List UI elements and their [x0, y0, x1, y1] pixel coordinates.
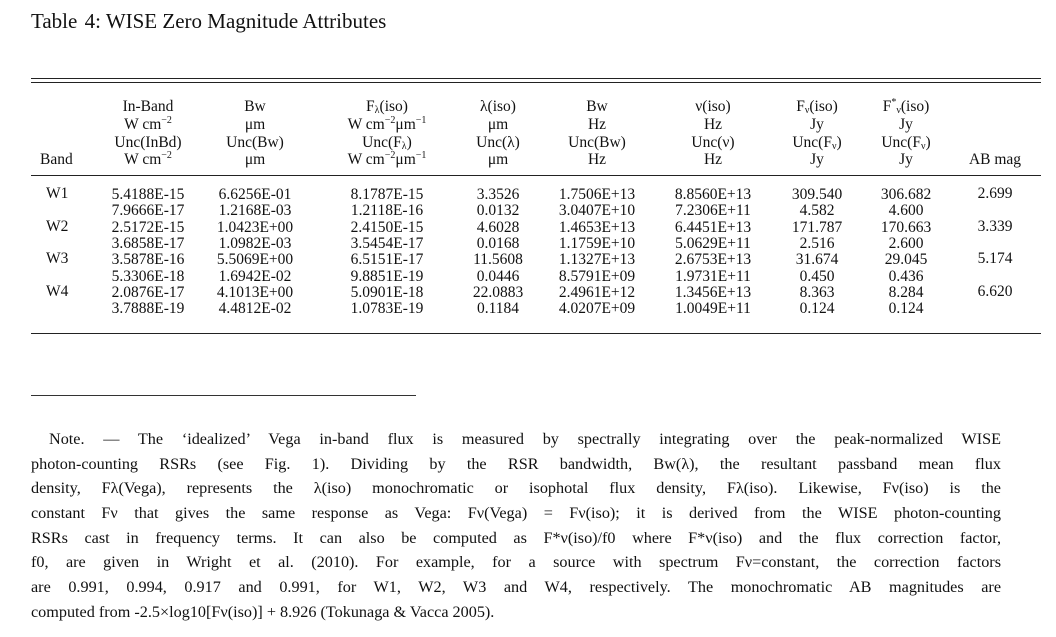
table-cell-unc: 0.1184 [476, 300, 520, 318]
table-cell: 22.0883 [472, 283, 524, 301]
header-text: ν(iso) [695, 98, 731, 115]
table-cell-unc: 0.450 [799, 267, 835, 285]
footnote-rule [31, 395, 416, 396]
header-text: Jy [899, 151, 913, 169]
header-col-2-line-1 [195, 98, 315, 116]
header-text: Hz [587, 115, 607, 133]
header-text: Hz [703, 115, 723, 133]
table-cell-unc: 3.0407E+10 [558, 202, 636, 220]
header-text: W cm [347, 115, 385, 133]
table-cell: 8.284 [888, 283, 924, 301]
header-col-2-line-2 [195, 116, 315, 134]
table-cell-unc: 9.8851E-19 [350, 267, 424, 285]
table-cell-unc: 1.0982E-03 [218, 234, 292, 252]
header-text: Unc(ν) [691, 133, 735, 151]
table-cell: 171.787 [791, 218, 843, 236]
header-col-6-line-4 [648, 151, 778, 169]
table-cell-unc: 8.5791E+09 [558, 267, 636, 285]
table-cell-unc: 4.4812E-02 [218, 300, 292, 318]
table-cell-unc: 5.0629E+11 [675, 234, 751, 252]
header-col-5-line-4 [532, 151, 662, 169]
note-line-6: f0, are given in Wright et al. (2010). For example, for a source with spectrum Fν=constant, the correction factors [31, 553, 1001, 572]
header-text: Jy [810, 115, 824, 133]
header-text: W cm [124, 115, 162, 133]
table-cell-unc: 0.0132 [476, 202, 520, 220]
table-cell-unc: 0.124 [888, 300, 924, 318]
table-cell: 6.6256E-01 [218, 186, 292, 203]
table-caption [31, 9, 386, 34]
table-cell: 4.6028 [476, 218, 520, 236]
header-col-2 [195, 98, 315, 169]
header-col-1-line-1 [83, 98, 213, 116]
header-col-3-line-4 [312, 151, 462, 169]
header-col-8-line-1 [856, 98, 956, 116]
table-cell-unc: 0.124 [799, 300, 835, 318]
note-line-3: density, Fλ(Vega), represents the λ(iso) monochromatic or isophotal flux density, Fλ(iso). Likewise, Fν(iso) is the [31, 479, 1001, 498]
note-line-5: RSRs cast in frequency terms. It can also be computed as F*ν(iso)/f0 where F*ν(iso) and the flux correction factor, [31, 528, 1001, 547]
caption-title: WISE Zero Magnitude Attributes [105, 9, 387, 33]
header-col-3-line-2 [312, 116, 462, 134]
header-text: (iso) [809, 98, 838, 115]
header-col-1-line-4 [83, 151, 213, 169]
header-col-1-line-2 [83, 116, 213, 134]
table-cell: 3.5878E-16 [111, 251, 185, 269]
header-text: Unc(Bw) [568, 133, 626, 151]
header-col-5-line-2 [532, 116, 662, 134]
header-col-2-line-4 [195, 151, 315, 169]
table-cell-unc: 2.600 [888, 234, 924, 252]
band-label-W1: W1 [46, 185, 69, 202]
header-col-8-line-2 [856, 116, 956, 134]
table-cell: 309.540 [791, 186, 843, 203]
table-cell-unc: 1.2118E-16 [350, 202, 424, 220]
table-cell-unc: 1.2168E-03 [218, 202, 292, 220]
table-cell: 2.6753E+13 [674, 251, 752, 269]
ab-mag-W2: 3.339 [977, 217, 1013, 235]
header-sup: −2 [161, 114, 172, 126]
table-cell: 306.682 [880, 186, 932, 203]
table-cell: 5.0901E-18 [350, 283, 424, 301]
table-cell-unc: 1.1759E+10 [558, 234, 636, 252]
header-text: F [796, 98, 805, 115]
note-line-7: are 0.991, 0.994, 0.917 and 0.991, for W1, W2, W3 and W4, respectively. The monochromatic AB magnitudes are [31, 578, 1001, 597]
table-cell: 29.045 [884, 251, 928, 269]
table-cell: 11.5608 [473, 251, 523, 269]
table-cell: 8.8560E+13 [674, 186, 752, 203]
table-cell: 2.4150E-15 [350, 218, 424, 236]
table-cell-unc: 3.7888E-19 [111, 300, 185, 318]
ab-mag-W4: 6.620 [977, 282, 1013, 300]
table-cell: 4.1013E+00 [216, 283, 294, 301]
caption-number: 4: [84, 9, 101, 33]
header-sub: ν [920, 140, 926, 152]
table-cell-unc: 4.600 [888, 202, 924, 220]
header-sub: λ [374, 105, 380, 116]
header-sup: −1 [415, 114, 427, 126]
header-col-7 [767, 98, 867, 169]
table-cell: 2.5172E-15 [111, 218, 185, 236]
table-cell: 1.1327E+13 [558, 251, 636, 269]
table-cell-unc: 1.0049E+11 [675, 300, 751, 318]
header-text: W cm [347, 151, 385, 169]
header-text: μm [395, 115, 416, 133]
table-cell-unc: 1.6942E-02 [218, 267, 292, 285]
table-cell: 31.674 [795, 251, 839, 269]
ab-mag-W3: 5.174 [977, 250, 1013, 268]
header-text: Jy [810, 151, 824, 169]
ab-mag-W1: 2.699 [977, 185, 1013, 202]
header-sub: ν [804, 105, 810, 116]
bottom-rule [31, 333, 1041, 334]
header-col-5-line-3 [532, 134, 662, 152]
table-cell: 8.363 [799, 283, 835, 301]
table-cell: 6.4451E+13 [674, 218, 752, 236]
header-text: Unc(F [792, 133, 832, 151]
header-col-2-line-3 [195, 134, 315, 152]
table-cell: 2.0876E-17 [111, 283, 185, 301]
table-cell: 170.663 [880, 218, 932, 236]
note-line-1: Note. — The ‘idealized’ Vega in-band flux is measured by spectrally integrating over the peak-normalized WISE [49, 430, 1001, 448]
header-col-5 [532, 98, 662, 169]
header-rule [31, 175, 1041, 176]
header-text: μm [487, 115, 509, 133]
header-text: Bw [586, 98, 608, 115]
header-band: Band [40, 151, 73, 168]
header-text: λ(iso) [480, 98, 516, 115]
header-text: ) [836, 133, 842, 151]
table-cell: 6.5151E-17 [350, 251, 424, 269]
table-cell-unc: 7.2306E+11 [675, 202, 751, 220]
header-text: (iso) [379, 98, 408, 115]
header-col-3 [312, 98, 462, 169]
band-label-W3: W3 [46, 250, 69, 268]
header-sub: ν [831, 140, 837, 152]
header-sup: −2 [384, 150, 396, 162]
header-text: Unc(Bw) [226, 133, 284, 151]
header-col-1 [83, 98, 213, 169]
table-cell: 5.5069E+00 [216, 251, 294, 269]
header-text: Unc(F [362, 133, 402, 151]
header-ab-mag: AB mag [968, 151, 1022, 168]
header-text: Unc(F [881, 133, 921, 151]
header-text: Hz [587, 151, 607, 169]
header-text: (iso) [900, 98, 930, 115]
header-text: Bw [244, 98, 266, 115]
table-cell-unc: 1.0783E-19 [350, 300, 424, 318]
header-sup: * [891, 97, 897, 108]
header-text: F [882, 98, 892, 115]
header-text: Unc(λ) [476, 133, 520, 151]
table-cell-unc: 0.0446 [476, 267, 520, 285]
header-col-6-line-1 [648, 98, 778, 116]
header-text: W cm [124, 151, 162, 169]
table-cell-unc: 3.6858E-17 [111, 234, 185, 252]
header-col-6 [648, 98, 778, 169]
table-cell: 1.0423E+00 [216, 218, 294, 236]
header-col-5-line-1 [532, 98, 662, 116]
header-col-7-line-1 [767, 98, 867, 116]
table-cell-unc: 7.9666E-17 [111, 202, 185, 220]
header-text: Unc(InBd) [114, 133, 182, 151]
header-text: ) [925, 133, 931, 151]
header-text: μm [244, 115, 266, 133]
header-col-3-line-1 [312, 98, 462, 116]
table-cell: 3.3526 [476, 186, 520, 203]
header-col-8 [856, 98, 956, 169]
header-text: In-Band [122, 98, 174, 115]
header-col-1-line-3 [83, 134, 213, 152]
note-line-2: photon-counting RSRs (see Fig. 1). Dividing by the RSR bandwidth, Bw(λ), the resultant passband mean flux [31, 454, 1001, 473]
header-text: Jy [899, 115, 913, 133]
header-col-7-line-3 [767, 134, 867, 152]
header-text: μm [244, 151, 266, 169]
header-col-6-line-2 [648, 116, 778, 134]
header-col-3-line-3 [312, 134, 462, 152]
header-sup: −2 [161, 150, 172, 162]
header-col-8-line-3 [856, 134, 956, 152]
band-label-W4: W4 [46, 282, 69, 300]
header-sub: λ [401, 140, 407, 152]
table-cell-unc: 3.5454E-17 [350, 234, 424, 252]
header-sup: −1 [415, 150, 427, 162]
note-line-4: constant Fν that gives the same response as Vega: Fν(Vega) = Fν(iso); it is derived from the WISE photon-counting [31, 504, 1001, 523]
band-label-W2: W2 [46, 217, 69, 235]
table-cell-unc: 0.436 [888, 267, 924, 285]
header-col-8-line-4 [856, 151, 956, 169]
top-rule-1 [31, 78, 1041, 79]
header-text: Hz [703, 151, 723, 169]
table-cell-unc: 5.3306E-18 [111, 267, 185, 285]
table-cell: 5.4188E-15 [111, 186, 185, 203]
table-cell: 1.3456E+13 [674, 283, 752, 301]
header-col-7-line-4 [767, 151, 867, 169]
table-cell-unc: 1.9731E+11 [675, 267, 751, 285]
table-cell: 1.4653E+13 [558, 218, 636, 236]
header-text: μm [395, 151, 416, 169]
header-text: μm [487, 151, 509, 169]
table-cell-unc: 4.0207E+09 [558, 300, 636, 318]
table-cell-unc: 4.582 [799, 202, 835, 220]
table-cell-unc: 2.516 [799, 234, 835, 252]
table-cell: 2.4961E+12 [558, 283, 636, 301]
header-text: ) [406, 133, 412, 151]
table-cell: 8.1787E-15 [350, 186, 424, 203]
caption-label: Table [31, 9, 78, 33]
header-col-6-line-3 [648, 134, 778, 152]
table-cell: 1.7506E+13 [558, 186, 636, 203]
note-line-8: computed from -2.5×log10[Fν(iso)] + 8.926 (Tokunaga & Vacca 2005). [31, 602, 495, 621]
header-col-7-line-2 [767, 116, 867, 134]
table-cell-unc: 0.0168 [476, 234, 520, 252]
header-text: F [366, 98, 375, 115]
table-note [31, 427, 1001, 625]
header-sup: −2 [384, 114, 396, 126]
header-sub: ν [896, 105, 901, 116]
top-rule-2 [31, 82, 1041, 83]
